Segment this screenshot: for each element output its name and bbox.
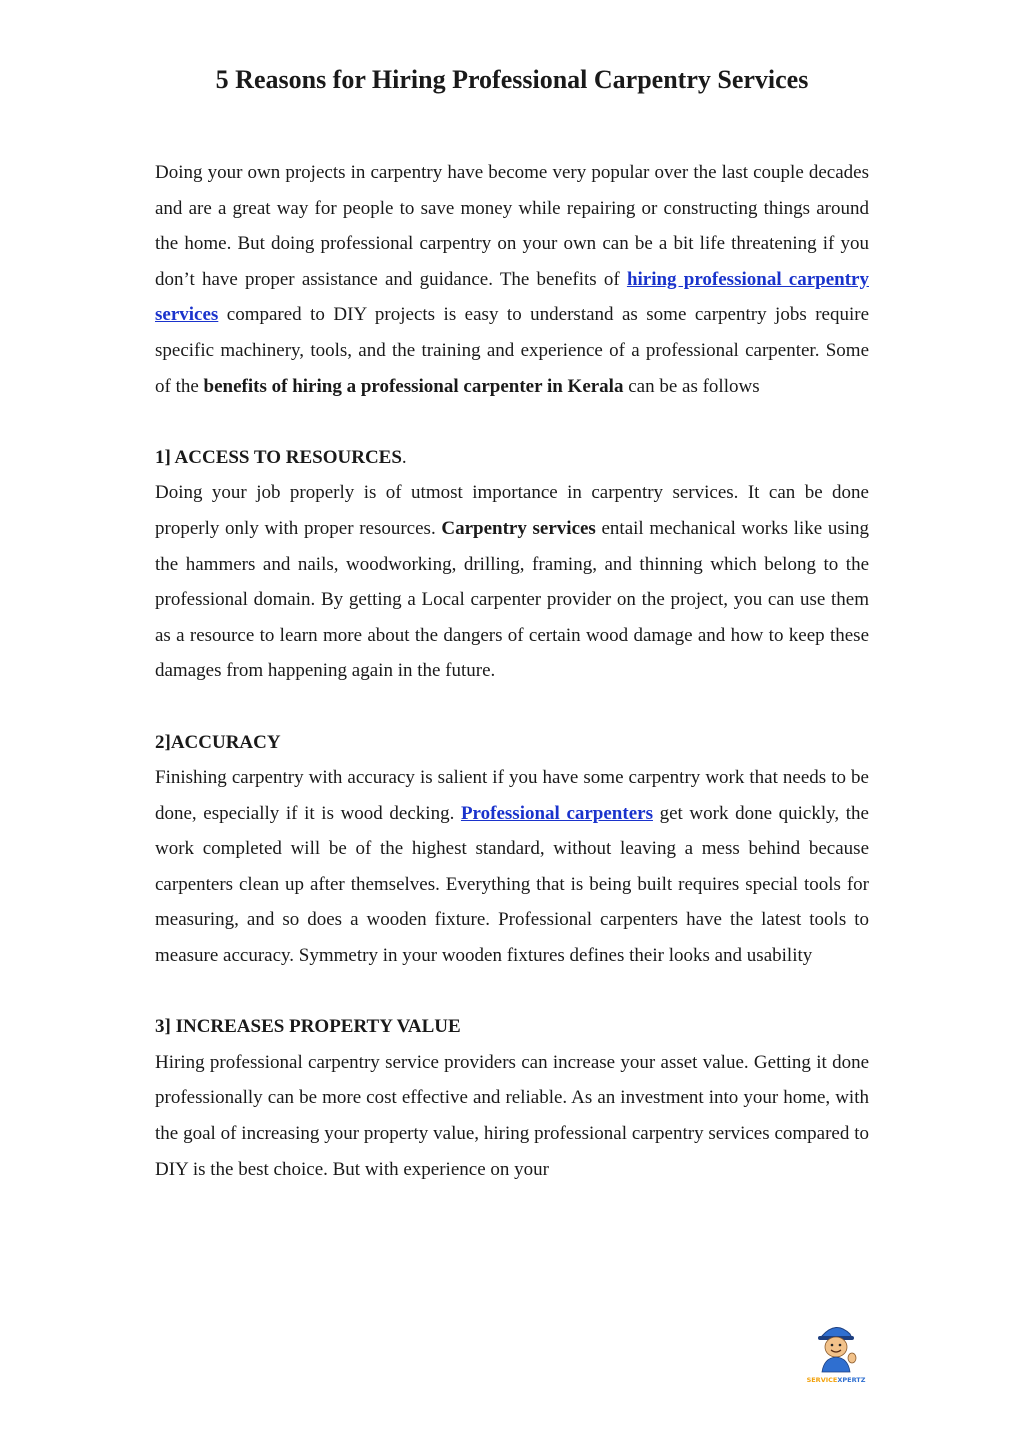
section-heading-text: 1] ACCESS TO RESOURCES <box>155 446 402 468</box>
section-paragraph: Hiring professional carpentry service providers can increase your asset value. Getting it done professionally can be more cost effective and reliable. As an investment into your home, with the goal of increasing your property value, hiring professional carpentry services compared to DIY is the best choice. But with experience on your <box>155 1051 869 1180</box>
section2-text-2: get work done quickly, the work completed will be of the highest standard, without leaving a mess behind because carpenters clean up after themselves. Everything that is being built requires special tools for measuring, and so does a wooden fixture. Professional carpenters have the latest tools to measure accuracy. Symmetry in your wooden fixtures defines their looks and usability <box>155 802 869 967</box>
servicexpertz-logo <box>800 1316 872 1388</box>
section-heading-period: . <box>401 446 407 468</box>
hiring-services-link[interactable]: hiring professional carpentry services <box>155 268 869 326</box>
section-access-to-resources <box>155 440 869 689</box>
intro-text-3: can be as follows <box>623 375 760 397</box>
section-accuracy <box>155 725 869 974</box>
intro-bold-phrase: benefits of hiring a professional carpenter in Kerala <box>203 375 624 397</box>
section-increases-property-value <box>155 1009 869 1187</box>
logo-text-service: SERVICE <box>806 1376 838 1384</box>
section1-text-1: Doing your job properly is of utmost importance in carpentry services. It can be done properly only with proper resources. <box>155 482 869 539</box>
intro-text-1: Doing your own projects in carpentry have become very popular over the last couple decades and are a great way for people to save money while repairing or constructing things around the home. But doing professional carpentry on your own can be a bit life threatening if you don’t have proper assistance and guidance. The benefits of <box>155 162 869 290</box>
intro-text-2: compared to DIY projects is easy to understand as some carpentry jobs require specific machinery, tools, and the training and experience of a professional carpenter. Some of the <box>155 304 869 397</box>
section-heading: 2]ACCURACY <box>155 731 281 753</box>
section-heading: 3] INCREASES PROPERTY VALUE <box>155 1016 461 1038</box>
professional-carpenters-link[interactable]: Professional carpenters <box>460 802 653 824</box>
document-body <box>155 155 869 1223</box>
section1-bold-phrase: Carpentry services <box>441 517 596 539</box>
section1-text-2: entail mechanical works like using the hammers and nails, woodworking, drilling, framing, and thinning which belong to the professional domain. By getting a Local carpenter provider on the project, you can use them as a resource to learn more about the dangers of certain wood damage and how to keep these damages from happening again in the future. <box>155 517 869 682</box>
svg-text:SERVICEXPERTZ <box>807 1376 866 1384</box>
section-paragraph <box>155 760 869 974</box>
logo-text-xpertz: XPERTZ <box>837 1376 866 1384</box>
section-heading <box>155 440 869 476</box>
intro-paragraph <box>155 155 869 404</box>
section-paragraph <box>155 475 869 689</box>
section2-text-1: Finishing carpentry with accuracy is salient if you have some carpentry work that needs to be done, especially if it is wood decking. <box>155 767 869 824</box>
document-title: 5 Reasons for Hiring Professional Carpentry Services <box>215 65 809 94</box>
